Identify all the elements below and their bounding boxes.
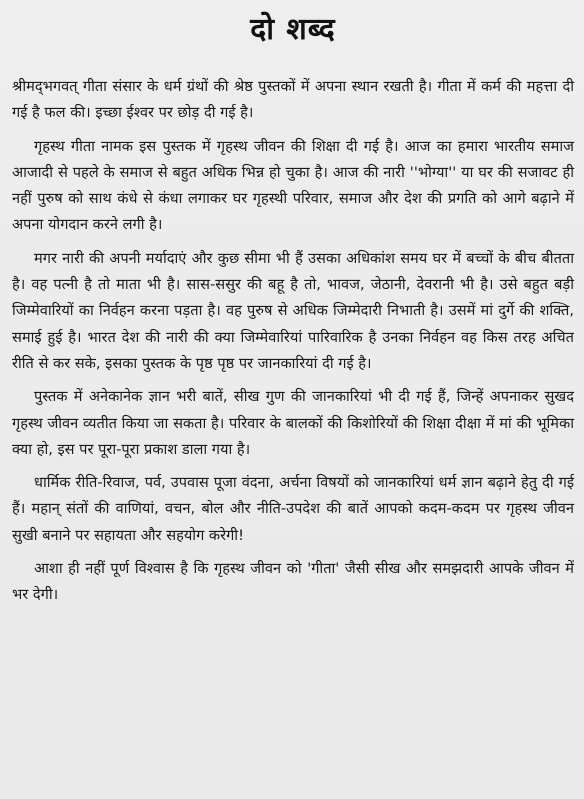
paragraph-2: गृहस्थ गीता नामक इस पुस्तक में गृहस्थ जीवन की शिक्षा दी गई है। आज का हमारा भारतीय समाज आजादी से पहले के समाज से बहुत अधिक भिन्न हो चुका है। आज की नारी ''भोग्या'' या घर की सजावट ही नहीं पुरुष को साथ कंधे से कंधा लगाकर घर गृहस्थी परिवार, समाज और देश की प्रगति को आगे बढ़ाने में अपना योगदान करने लगी है। [12,137,574,234]
page-title: दो शब्द [250,12,336,47]
paragraph-4: पुस्तक में अनेकानेक ज्ञान भरी बातें, सीख गुण की जानकारियां भी दी गई हैं, जिन्हें अपनाकर सुखद गृहस्थ जीवन व्यतीत किया जा सकता है। परिवार के बालकों की किशोरियों की शिक्षा दीक्षा में मां की भूमिका क्या हो, इस पर पूरा-पूरा प्रकाश डाला गया है। [12,388,574,458]
paragraph-5: धार्मिक रीति-रिवाज, पर्व, उपवास पूजा वंदना, अर्चना विषयों को जानकारियां धर्म ज्ञान बढ़ाने हेतु दी गई हैं। महान्‌ संतों की वाणियां, वचन, बोल और नीति-उपदेश की बातें आपको कदम-कदम पर गृहस्थ जीवन सुखी बनाने पर सहायता और सहयोग करेगी! [12,474,574,544]
page-body [12,74,574,609]
paragraph-1: श्रीमद्‌भगवत्‌ गीता संसार के धर्म ग्रंथों की श्रेष्ठ पुस्तकों में अपना स्थान रखती है। गीता में कर्म की महत्ता दी गई है फल की। इच्छा ईश्वर पर छोड़ दी गई है। [12,78,574,122]
paragraph-6: आशा ही नहीं पूर्ण विश्वास है कि गृहस्थ जीवन को 'गीता' जैसी सीख और समझदारी आपके जीवन में भर देगी। [12,560,574,604]
paragraph-3: मगर नारी की अपनी मर्यादाएं और कुछ सीमा भी हैं उसका अधिकांश समय घर में बच्चों के बीच बीतता है। वह पत्नी है तो माता भी है। सास-ससुर की बहू है तो, भावज, जेठानी, देवरानी भी है। उसे बहुत बड़ी जिम्मेवारियों का निर्वहन करना पड़ता है। वह पुरुष से अधिक जिम्मेदारी निभाती है। उसमें मां दुर्गे की शक्ति, समाई हुई है। भारत देश की नारी की क्या जिम्मेवारियां पारिवारिक है उनका निर्वहन वह किस तरह अचित रीति से कर सके, इसका पुस्तक के पृष्ठ पृष्ठ पर जानकारियां दी गई है। [12,249,574,372]
